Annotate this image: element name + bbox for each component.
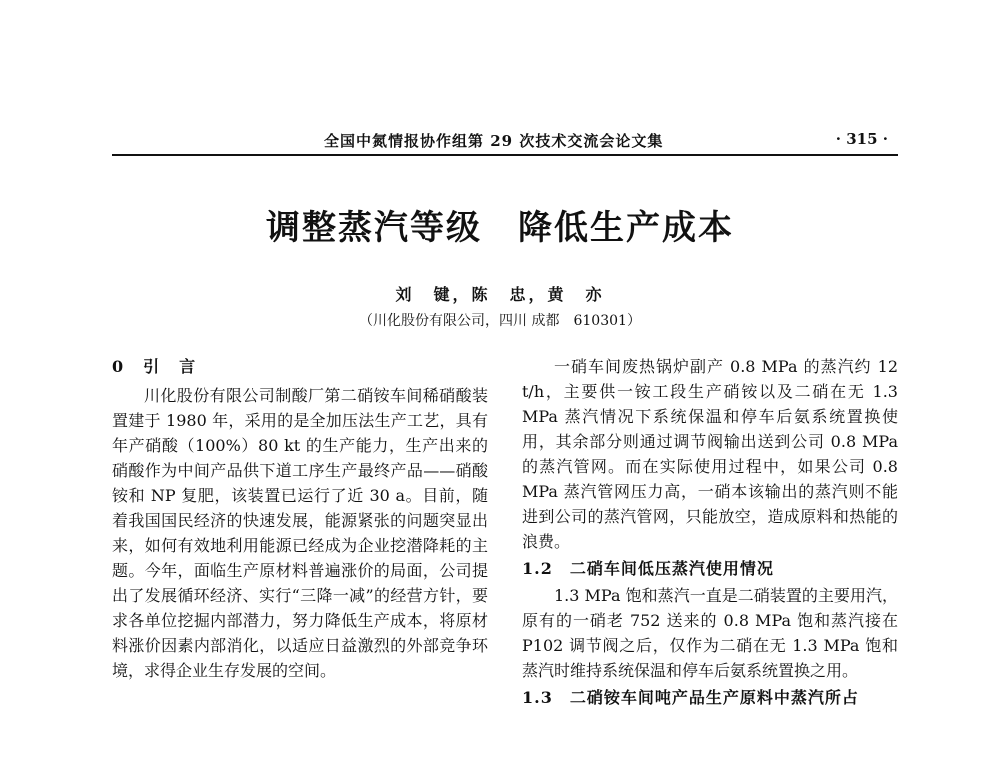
- page-number: · 315 ·: [835, 130, 888, 148]
- subsection-heading-1-2: 1.2 二硝车间低压蒸汽使用情况: [522, 559, 774, 578]
- section-heading-introduction: 0 引 言: [112, 357, 198, 376]
- running-title: 全国中氮情报协作组第 29 次技术交流会论文集: [324, 132, 664, 150]
- steam-paragraph-1: 一硝车间废热锅炉副产 0.8 MPa 的蒸汽约 12 t/h，主要供一铵工段生产硝铵以及二硝在无 1.3 MPa 蒸汽情况下系统保温和停车后氨系统置换使用，其余部分则通过调节阀输出送到公司 0.8 MPa 的蒸汽管网。而在实际使用过程中，如果公司 0.8 MPa 蒸汽管网压力高，一硝本该输出的蒸汽则不能进到公司的蒸汽管网，只能放空，造成原料和热能的浪费。: [522, 357, 898, 551]
- affiliation: （川化股份有限公司，四川 成都 610301）: [359, 313, 641, 329]
- intro-paragraph: 川化股份有限公司制酸厂第二硝铵车间稀硝酸装置建于 1980 年，采用的是全加压法生产工艺，具有年产硝酸（100%）80 kt 的生产能力，生产出来的硝酸作为中间产品供下道工序生产最终产品——硝酸铵和 NP 复肥，该装置已运行了近 30 a。目前，随着我国国民经济的快速发展，能源紧张的问题突显出来，如何有效地利用能源已经成为企业挖潜降耗的主题。今年，面临生产原材料普遍涨价的局面，公司提出了发展循环经济、实行“三降一减”的经营方针，要求各单位挖掘内部潜力，努力降低生产成本，将原材料涨价因素内部消化，以适应日益激烈的外部竞争环境，求得企业生存发展的空间。: [112, 386, 488, 680]
- running-header: [112, 128, 898, 156]
- right-column: [522, 354, 898, 712]
- paper-title: 调整蒸汽等级 降低生产成本: [266, 208, 734, 248]
- subsection-heading-1-3: 1.3 二硝铵车间吨产品生产原料中蒸汽所占: [522, 688, 859, 707]
- steam-paragraph-2: 1.3 MPa 饱和蒸汽一直是二硝装置的主要用汽，原有的一硝老 752 送来的 0.8 MPa 饱和蒸汽接在 P102 调节阀之后，仅作为二硝在无 1.3 MPa 饱和蒸汽时维持系统保温和停车后氨系统置换之用。: [522, 586, 898, 680]
- left-column: [112, 354, 488, 683]
- authors: 刘 键，陈 忠，黄 亦: [395, 285, 605, 304]
